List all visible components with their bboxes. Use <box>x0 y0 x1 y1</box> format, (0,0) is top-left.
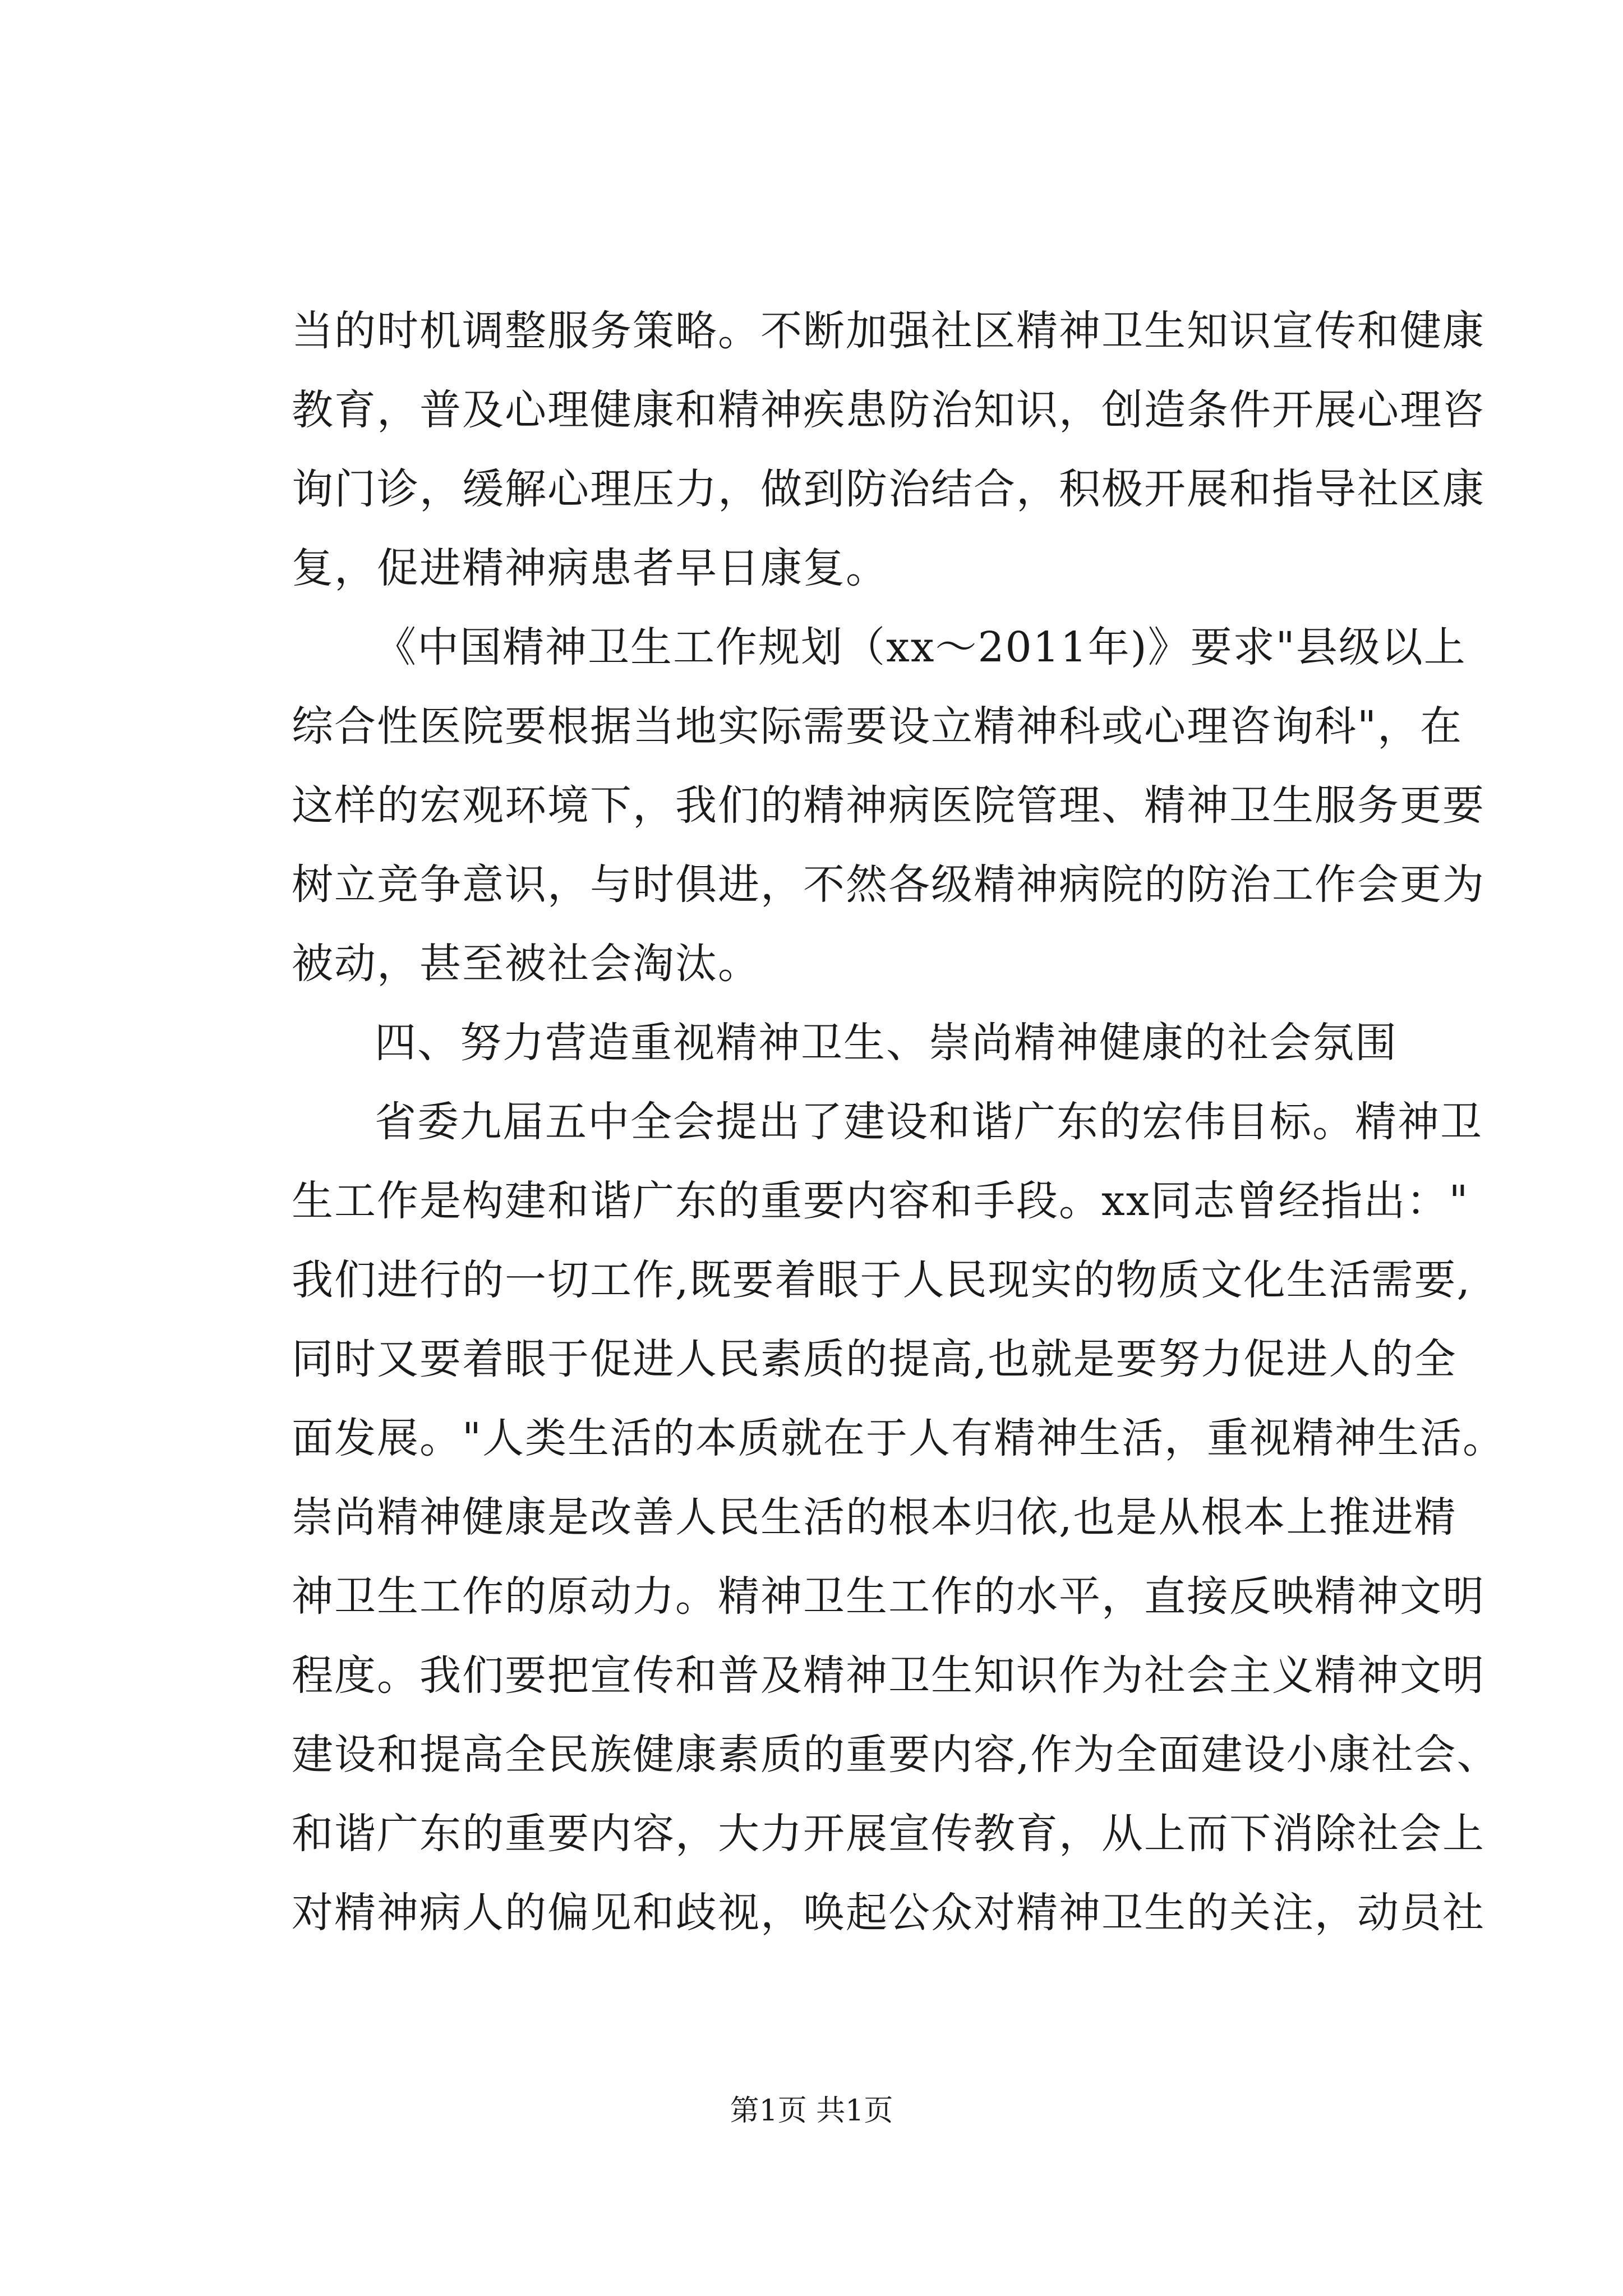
text-line: 复，促进精神病患者早日康复。 <box>292 544 888 592</box>
text-line: 生工作是构建和谐广东的重要内容和手段。xx同志曾经指出：" <box>292 1177 1469 1225</box>
text-line: 教育，普及心理健康和精神疾患防治知识，创造条件开展心理咨 <box>292 386 1485 434</box>
text-line: 面发展。"人类生活的本质就在于人有精神生活，重视精神生活。 <box>292 1414 1506 1462</box>
text-line: 省委九届五中全会提出了建设和谐广东的宏伟目标。精神卫 <box>375 1098 1483 1146</box>
body-text <box>292 292 1506 1953</box>
text-line: 我们进行的一切工作,既要着眼于人民现实的物质文化生活需要, <box>292 1256 1472 1304</box>
text-line: 当的时机调整服务策略。不断加强社区精神卫生知识宣传和健康 <box>292 307 1485 355</box>
text-line: 被动，甚至被社会淘汰。 <box>292 940 760 988</box>
text-line: 崇尚精神健康是改善人民生活的根本归依,也是从根本上推进精 <box>292 1493 1457 1542</box>
text-line: 神卫生工作的原动力。精神卫生工作的水平，直接反映精神文明 <box>292 1572 1485 1621</box>
section-heading: 四、努力营造重视精神卫生、崇尚精神健康的社会氛围 <box>375 1019 1398 1067</box>
text-line: 树立竞争意识，与时俱进，不然各级精神病院的防治工作会更为 <box>292 861 1485 909</box>
text-line: 这样的宏观环境下，我们的精神病医院管理、精神卫生服务更要 <box>292 781 1485 830</box>
text-line: 同时又要着眼于促进人民素质的提高,也就是要努力促进人的全 <box>292 1335 1457 1383</box>
text-line: 《中国精神卫生工作规划（xx～2011年)》要求"县级以上 <box>375 623 1467 671</box>
text-line: 综合性医院要根据当地实际需要设立精神科或心理咨询科"，在 <box>292 702 1463 751</box>
text-line: 程度。我们要把宣传和普及精神卫生知识作为社会主义精神文明 <box>292 1651 1485 1700</box>
text-line: 询门诊，缓解心理压力，做到防治结合，积极开展和指导社区康 <box>292 465 1485 513</box>
page-number-footer: 第1页 共1页 <box>730 2094 893 2128</box>
text-line: 和谐广东的重要内容，大力开展宣传教育，从上而下消除社会上 <box>292 1810 1485 1858</box>
text-line: 对精神病人的偏见和歧视，唤起公众对精神卫生的关注，动员社 <box>292 1889 1485 1937</box>
text-line: 建设和提高全民族健康素质的重要内容,作为全面建设小康社会、 <box>292 1731 1500 1779</box>
